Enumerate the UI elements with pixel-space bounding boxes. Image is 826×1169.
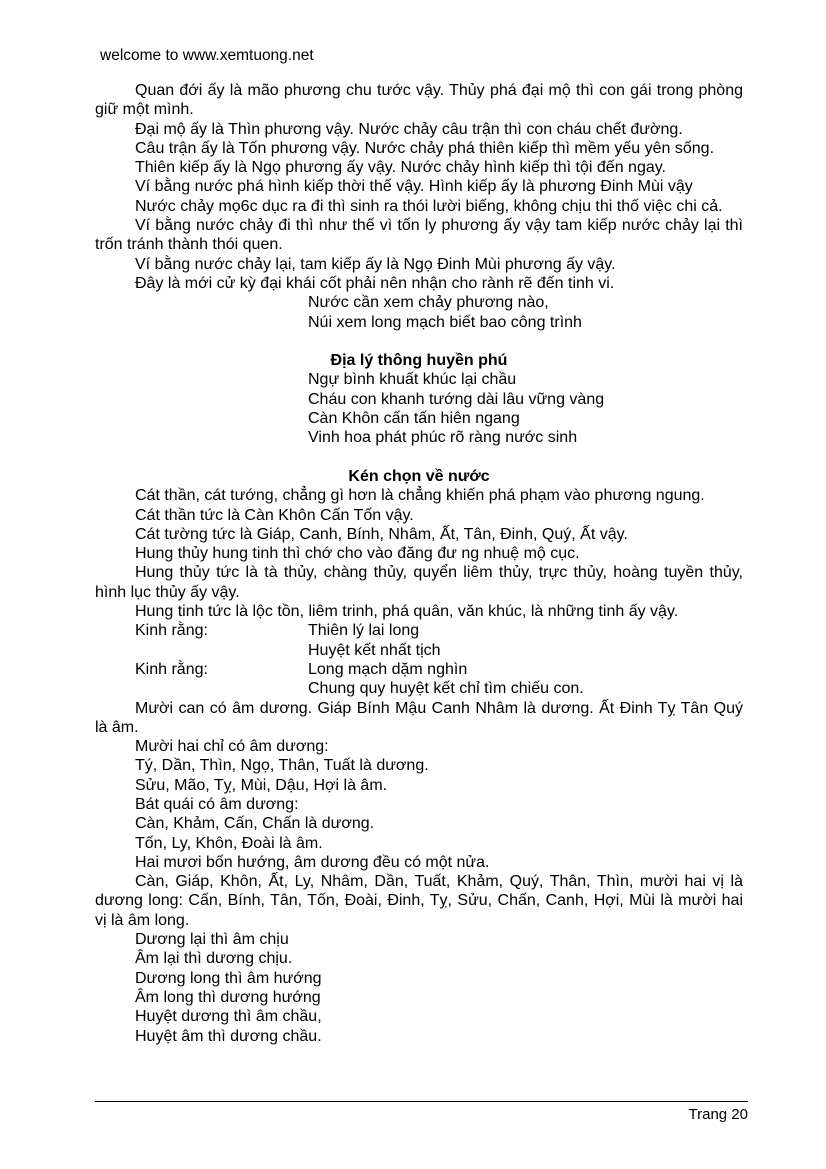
verse-block [95, 293, 743, 332]
paragraph: Huyệt âm thì dương chầu. [135, 1027, 322, 1045]
paragraph: Tốn, Ly, Khôn, Đoài là âm. [135, 834, 323, 852]
paragraph: Dương lại thì âm chịu [135, 931, 289, 949]
verse-block [95, 370, 743, 447]
citation-text: Chung quy huyệt kết chỉ tìm chiếu con. [308, 680, 584, 698]
paragraph: Ví bằng nước chảy đi thì như thế vì tốn ly phương ấy vậy tam kiếp nước chảy lại thì trốn tránh thành thói quen. [95, 217, 743, 254]
paragraph: Cát thần tức là Càn Khôn Cấn Tốn vậy. [135, 506, 414, 524]
paragraph: Âm long thì dương hướng [135, 988, 321, 1006]
paragraph: Ví bằng nước phá hình kiếp thời thế vậy. Hình kiếp ấy là phương Đinh Mùi vậy [135, 178, 693, 196]
footer-divider [95, 1101, 748, 1102]
citation-row [95, 641, 743, 660]
paragraph: Âm lại thì dương chịu. [135, 950, 293, 968]
paragraph: Hai mươi bốn hướng, âm dương đều có một nửa. [135, 853, 490, 871]
paragraph: Mười hai chỉ có âm dương: [135, 738, 329, 756]
paragraph: Dương long thì âm hướng [135, 969, 322, 987]
citation-label [95, 679, 308, 698]
paragraph: Nước chảy mọ6c dục ra đi thì sinh ra thói lười biếng, không chịu thi thố việc chi cả. [135, 197, 723, 215]
citation-label: Kinh rằng: [135, 660, 208, 678]
paragraph: Câu trận ấy là Tốn phương vậy. Nước chảy phá thiên kiếp thì mềm yếu yên sống. [135, 139, 715, 157]
paragraph: Cát thần, cát tướng, chẳng gì hơn là chẳng khiến phá phạm vào phương ngung. [135, 487, 705, 505]
section-heading: Kén chọn về nước [348, 467, 490, 485]
paragraph: Quan đới ấy là mão phương chu tước vậy. Thủy phá đại mộ thì con gái trong phòng giữ một mình. [95, 82, 743, 119]
section-heading: Địa lý thông huyền phú [330, 352, 508, 370]
paragraph: Đây là mới cử kỳ đại khái cốt phải nên nhận cho rành rẽ đến tinh vi. [135, 274, 615, 292]
paragraph: Cát tường tức là Giáp, Canh, Bính, Nhâm, Ất, Tân, Đinh, Quý, Ất vậy. [135, 525, 628, 543]
paragraph: Hung thủy tức là tà thủy, chàng thủy, quyển liêm thủy, trực thủy, hoàng tuyền thủy, hình lục thủy ấy vậy. [95, 564, 743, 601]
paragraph: Mười can có âm dương. Giáp Bính Mậu Canh Nhâm là dương. Ất Đinh Tỵ Tân Quý là âm. [95, 699, 743, 736]
page-number: Trang 20 [688, 1106, 748, 1123]
verse-line: Ngự bình khuất khúc lại chầu [308, 371, 517, 389]
paragraph: Sửu, Mão, Tỵ, Mùi, Dậu, Hợi là âm. [135, 776, 388, 794]
verse-line: Vinh hoa phát phúc rõ ràng nước sinh [308, 429, 578, 447]
paragraph: Đại mộ ấy là Thìn phương vậy. Nước chảy câu trận thì con cháu chết đường. [135, 120, 683, 138]
citation-row [95, 679, 743, 698]
paragraph: Càn, Giáp, Khôn, Ất, Ly, Nhâm, Dần, Tuất, Khảm, Quý, Thân, Thìn, mười hai vị là dương long: Cấn, Bính, Tân, Tốn, Đoài, Đinh, Tỵ, Sửu, Chấn, Canh, Hợi, Mùi là mười hai vị là âm long. [95, 873, 743, 929]
site-watermark: welcome to www.xemtuong.net [100, 47, 314, 64]
paragraph: Thiên kiếp ấy là Ngọ phương ấy vậy. Nước chảy hình kiếp thì tội đến ngay. [135, 159, 666, 177]
paragraph: Càn, Khảm, Cấn, Chấn là dương. [135, 815, 375, 833]
paragraph: Huyệt dương thì âm chầu, [135, 1008, 322, 1026]
citation-row [95, 621, 743, 640]
verse-line: Càn Khôn cấn tấn hiên ngang [308, 410, 520, 428]
paragraph: Hung tinh tức là lộc tồn, liêm trinh, phá quân, văn khúc, là những tinh ấy vậy. [135, 603, 679, 621]
verse-line: Cháu con khanh tướng dài lâu vững vàng [308, 390, 605, 408]
citation-row [95, 660, 743, 679]
paragraph: Tý, Dần, Thìn, Ngọ, Thân, Tuất là dương. [135, 757, 429, 775]
paragraph: Bát quái có âm dương: [135, 795, 299, 813]
citation-text: Thiên lý lai long [308, 622, 420, 640]
citation-text: Huyệt kết nhất tịch [308, 641, 441, 659]
citation-label [95, 641, 308, 660]
paragraph: Ví bằng nước chảy lại, tam kiếp ấy là Ngọ Đinh Mùi phương ấy vậy. [135, 255, 616, 273]
paragraph: Hung thủy hung tinh thì chớ cho vào đăng đư ng nhuệ mộ cục. [135, 545, 580, 563]
citation-text: Long mạch dặm nghìn [308, 660, 468, 678]
verse-line: Núi xem long mạch biết bao công trình [308, 313, 582, 331]
verse-line: Nước cần xem chảy phương nào, [308, 294, 549, 312]
citation-block [95, 621, 743, 698]
citation-label: Kinh rằng: [135, 622, 208, 640]
document-body [95, 81, 743, 1046]
